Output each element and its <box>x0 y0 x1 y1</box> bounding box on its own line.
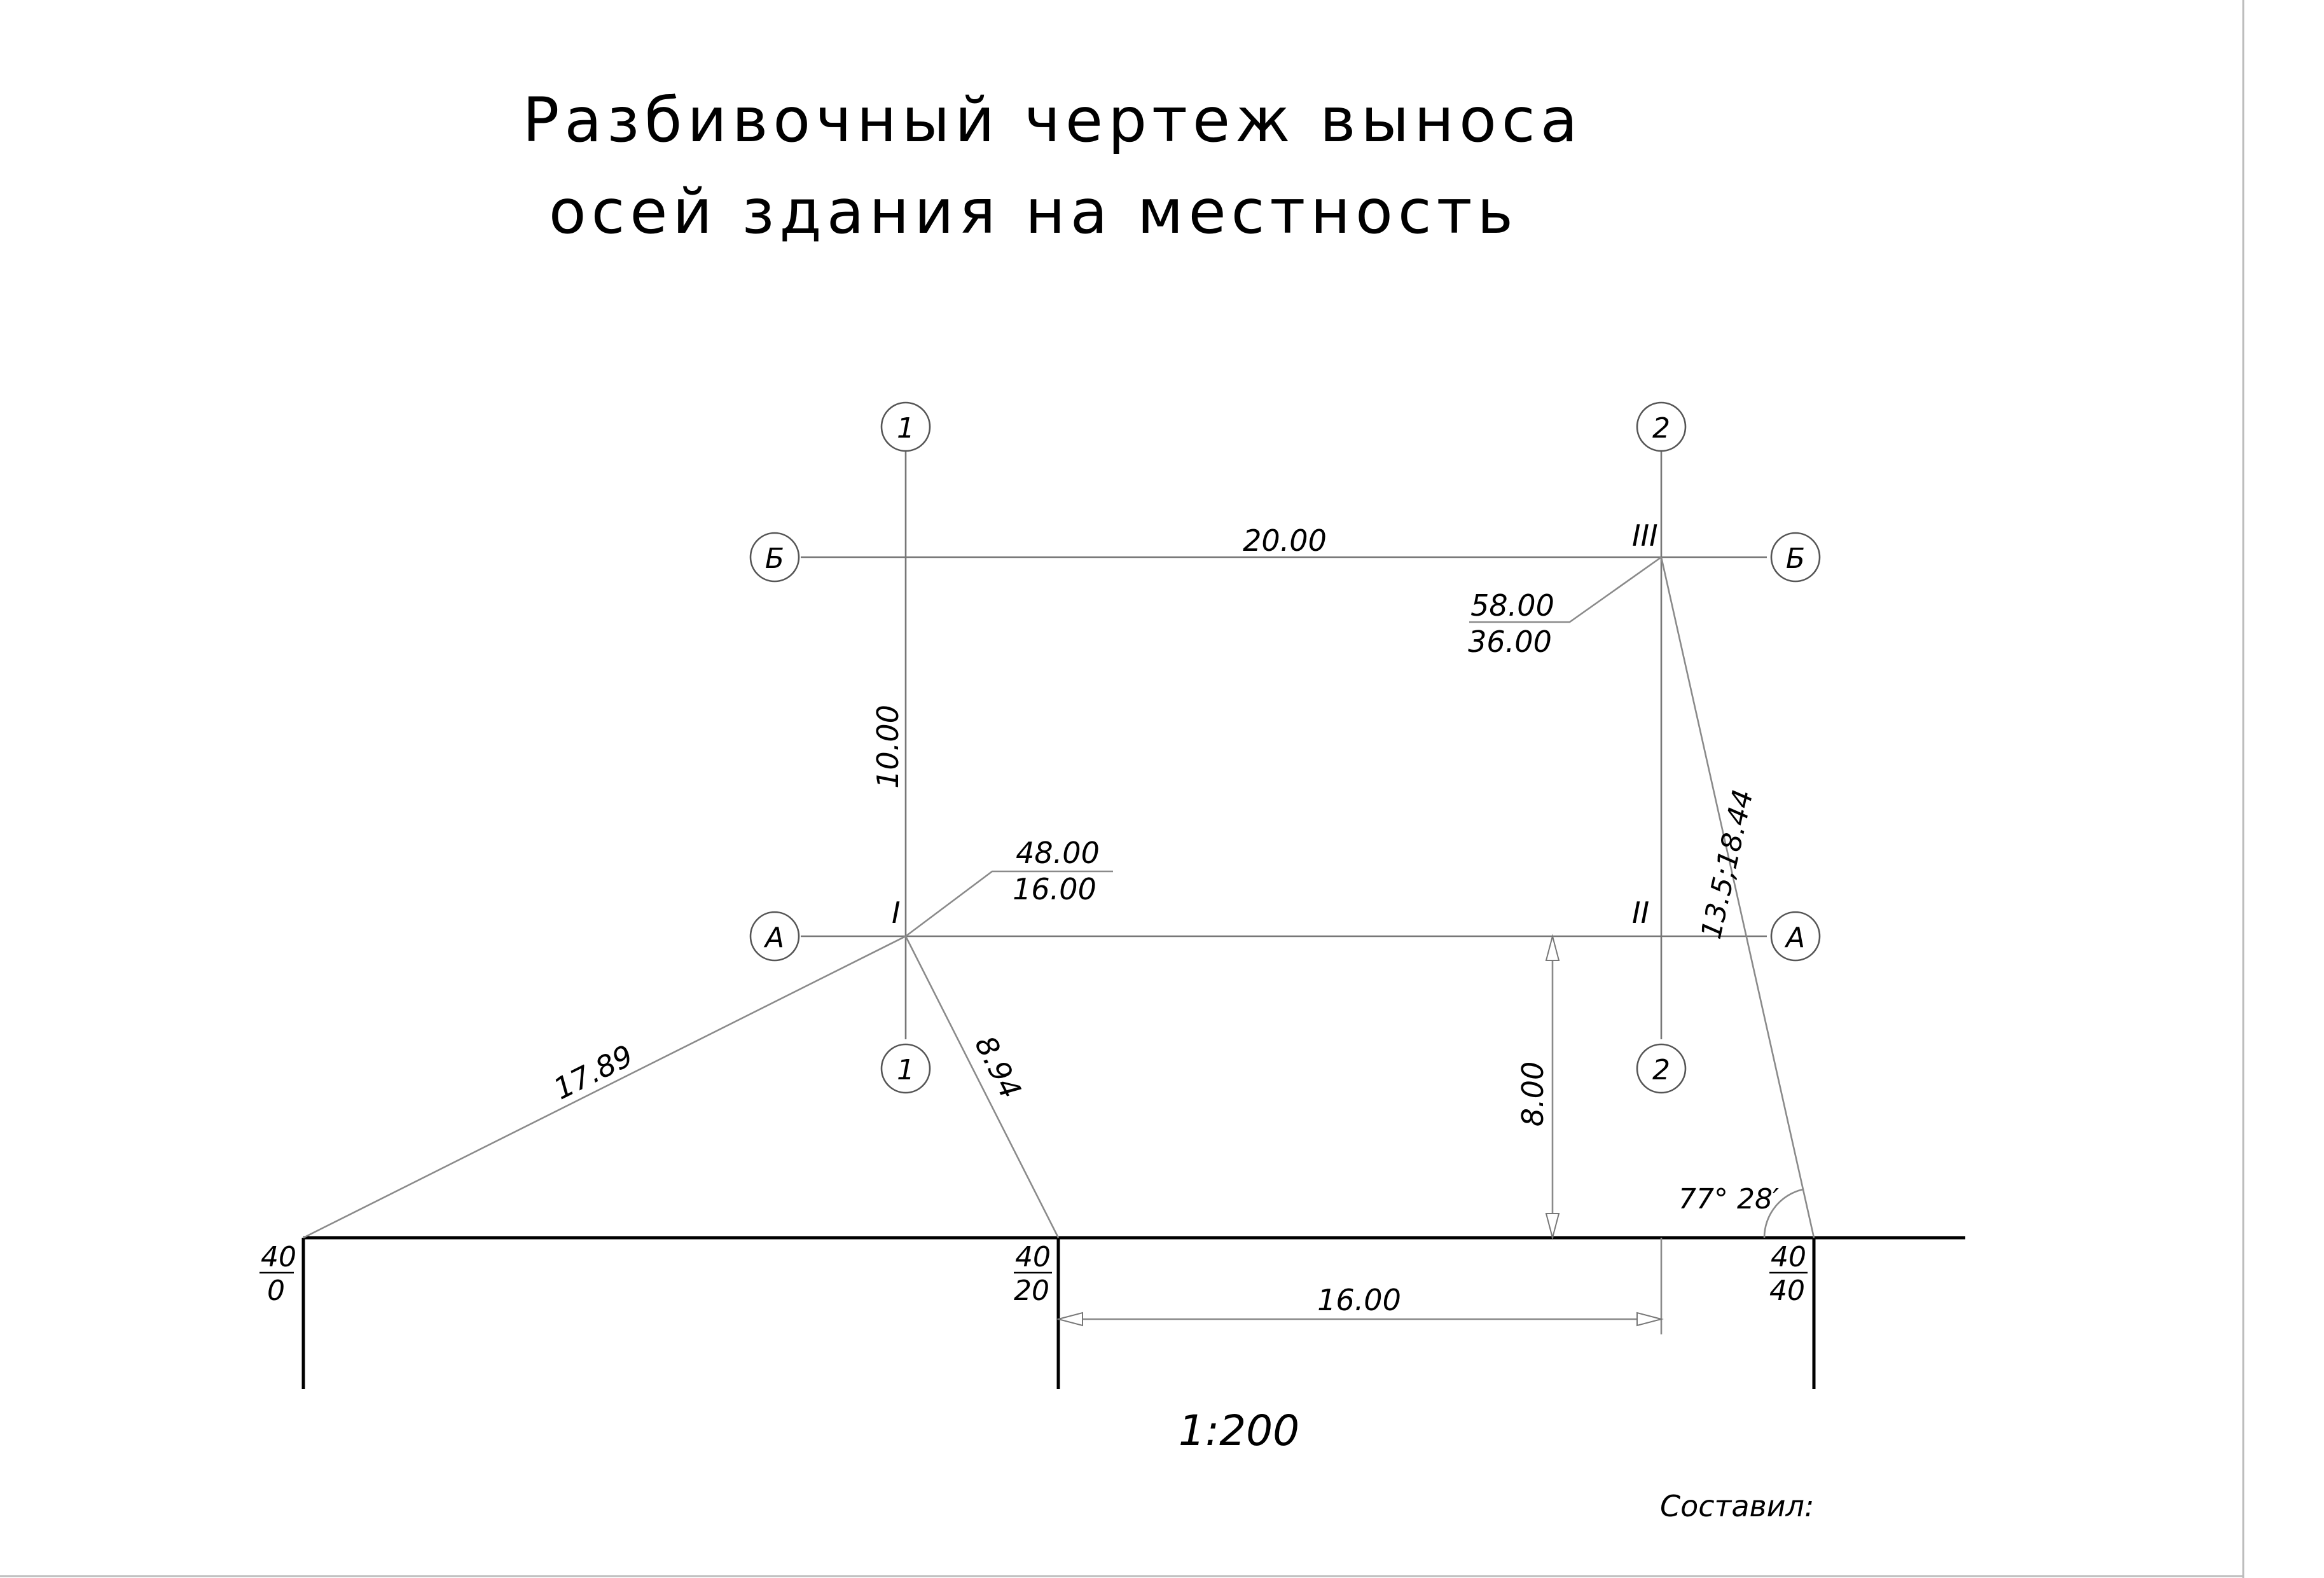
svg-text:1: 1 <box>897 1054 915 1086</box>
setout-line-13-5-18-44 <box>1661 557 1814 1238</box>
baseline-mark-2 <box>1014 1241 1052 1307</box>
arrow-8-bottom <box>1546 1214 1559 1238</box>
dim-8-94: 8.94 <box>968 1030 1028 1104</box>
point-label-i: I <box>892 896 901 930</box>
svg-text:А: А <box>764 922 785 954</box>
dim-bottom-span: 16.00 <box>1317 1283 1401 1317</box>
dim-top-span: 20.00 <box>1243 523 1327 558</box>
svg-text:20: 20 <box>1014 1275 1049 1307</box>
dim-left-span: 10.00 <box>871 705 905 789</box>
dim-13-5-18-44: 13.5;18.44 <box>1694 786 1760 942</box>
axis-bubble-2-bottom <box>1637 1044 1685 1093</box>
axis-bubble-1-top <box>882 403 930 451</box>
arrow-16-left <box>1058 1313 1082 1325</box>
baseline-mark-3 <box>1769 1241 1808 1307</box>
svg-text:40: 40 <box>1771 1241 1806 1273</box>
coord-p3-top: 58.00 <box>1470 588 1554 623</box>
arrow-16-right <box>1637 1313 1661 1325</box>
svg-text:Б: Б <box>1785 543 1806 575</box>
point-label-iii: III <box>1632 518 1658 553</box>
axis-bubble-1-bottom <box>882 1044 930 1093</box>
svg-text:1: 1 <box>897 412 915 445</box>
svg-text:40: 40 <box>261 1241 296 1273</box>
title-line-2: осей здания на местность <box>548 176 1519 247</box>
svg-text:40: 40 <box>1769 1275 1805 1307</box>
title-line-1: Разбивочный чертеж выноса <box>522 85 1583 156</box>
setout-line-8-94 <box>906 936 1058 1238</box>
svg-text:0: 0 <box>267 1275 285 1307</box>
setout-line-17-89 <box>303 936 906 1238</box>
axis-bubble-b-right <box>1771 533 1820 581</box>
compiled-by-label: Составил: <box>1660 1489 1815 1523</box>
axis-bubble-a-right <box>1771 912 1820 960</box>
dim-17-89: 17.89 <box>548 1038 639 1107</box>
axis-bubble-a-left <box>750 912 799 960</box>
svg-text:2: 2 <box>1652 1054 1670 1086</box>
dim-offset-8: 8.00 <box>1516 1061 1550 1127</box>
dim-angle: 77° 28′ <box>1678 1183 1779 1215</box>
svg-text:Б: Б <box>764 543 785 575</box>
arrow-8-top <box>1546 936 1559 960</box>
coord-p1-top: 48.00 <box>1016 836 1100 870</box>
axis-bubble-b-left <box>750 533 799 581</box>
svg-text:40: 40 <box>1015 1241 1051 1273</box>
coord-p3-bottom: 36.00 <box>1468 625 1552 659</box>
svg-text:2: 2 <box>1652 412 1670 445</box>
baseline-mark-1 <box>259 1241 296 1307</box>
point-label-ii: II <box>1632 896 1650 930</box>
svg-text:А: А <box>1785 922 1806 954</box>
axis-bubble-2-top <box>1637 403 1685 451</box>
scale-label: 1:200 <box>1178 1406 1300 1455</box>
coord-p1-bottom: 16.00 <box>1013 872 1096 906</box>
